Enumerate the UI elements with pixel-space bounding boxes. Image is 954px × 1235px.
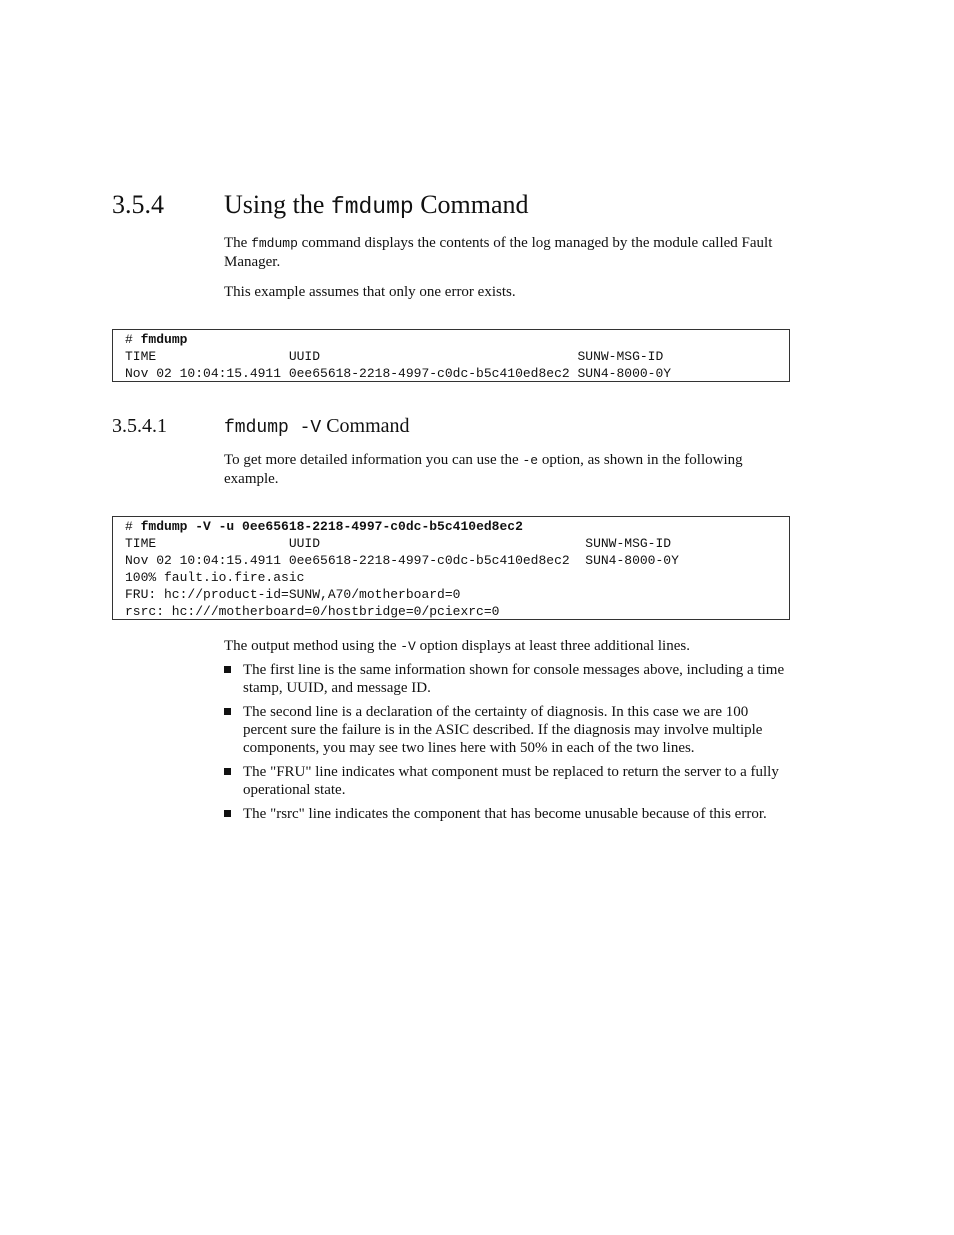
intro-p1-code: fmdump bbox=[251, 236, 298, 251]
list-item bbox=[224, 661, 791, 697]
intro-paragraph-2: This example assumes that only one error exists. bbox=[224, 284, 516, 300]
section-title-post: Command bbox=[413, 190, 529, 219]
section-number: 3.5.4 bbox=[112, 190, 164, 219]
subsection-title-post: Command bbox=[321, 415, 410, 437]
code-line: Nov 02 10:04:15.4911 0ee65618-2218-4997-c0dc-b5c410ed8ec2 SUN4-8000-0Y bbox=[125, 366, 672, 381]
code-line: rsrc: hc:///motherboard=0/hostbridge=0/pciexrc=0 bbox=[125, 604, 500, 619]
list-item bbox=[224, 703, 791, 757]
code-line: FRU: hc://product-id=SUNW,A70/motherboard=0 bbox=[125, 587, 461, 602]
output-paragraph bbox=[224, 637, 791, 656]
subsection-number: 3.5.4.1 bbox=[112, 415, 167, 437]
list-item-text: The "FRU" line indicates what component must be replaced to return the server to a fully operational state. bbox=[243, 764, 779, 798]
list-item bbox=[224, 763, 791, 799]
code-command-line bbox=[125, 331, 789, 348]
code-block-fmdump-v bbox=[112, 516, 790, 620]
subsection-title-code: fmdump -V bbox=[224, 418, 322, 438]
subsection-intro bbox=[224, 451, 791, 488]
bullet-square-icon bbox=[224, 810, 231, 817]
list-item-text: The second line is a declaration of the certainty of diagnosis. In this case we are 100 percent sure the failure is in the ASIC described. If the diagnosis may involve multiple components, you may see two lines here with 50% in each of the two lines. bbox=[243, 704, 763, 756]
bullet-square-icon bbox=[224, 708, 231, 715]
sub-intro-code: -e bbox=[522, 453, 539, 468]
code-command-line bbox=[125, 518, 789, 535]
code-prompt: # bbox=[125, 519, 141, 534]
code-line: TIME UUID SUNW-MSG-ID bbox=[125, 536, 672, 551]
intro-paragraph-1 bbox=[224, 234, 791, 271]
section-title bbox=[224, 188, 529, 224]
list-item-text: The "rsrc" line indicates the component that has become unusable because of this error. bbox=[243, 806, 767, 822]
section-title-pre: Using the bbox=[224, 190, 331, 219]
bullet-square-icon bbox=[224, 768, 231, 775]
code-line: TIME UUID SUNW-MSG-ID bbox=[125, 349, 664, 364]
section-title-code: fmdump bbox=[330, 194, 414, 220]
sub-intro-pre: To get more detailed information you can use the bbox=[224, 452, 523, 468]
code-prompt: # bbox=[125, 332, 141, 347]
sub-intro-post: option, as shown in the following example. bbox=[224, 452, 743, 487]
code-line: Nov 02 10:04:15.4911 0ee65618-2218-4997-c0dc-b5c410ed8ec2 SUN4-8000-0Y bbox=[125, 553, 679, 568]
subsection-title bbox=[224, 413, 410, 441]
bullet-list bbox=[224, 661, 791, 829]
bullet-square-icon bbox=[224, 666, 231, 673]
output-code: -V bbox=[400, 639, 416, 654]
intro-p1-post: command displays the contents of the log managed by the module called Fault Manager. bbox=[224, 235, 773, 270]
output-post: option displays at least three additional lines. bbox=[415, 638, 690, 654]
list-item-text: The first line is the same information shown for console messages above, including a time stamp, UUID, and message ID. bbox=[243, 662, 785, 696]
list-item bbox=[224, 805, 791, 823]
code-block-fmdump bbox=[112, 329, 790, 382]
output-pre: The output method using the bbox=[224, 638, 401, 654]
code-command: fmdump bbox=[140, 332, 188, 347]
intro-p1-pre: The bbox=[224, 235, 252, 251]
code-line: 100% fault.io.fire.asic bbox=[125, 570, 305, 585]
code-command: fmdump -V -u 0ee65618-2218-4997-c0dc-b5c410ed8ec2 bbox=[140, 519, 523, 534]
